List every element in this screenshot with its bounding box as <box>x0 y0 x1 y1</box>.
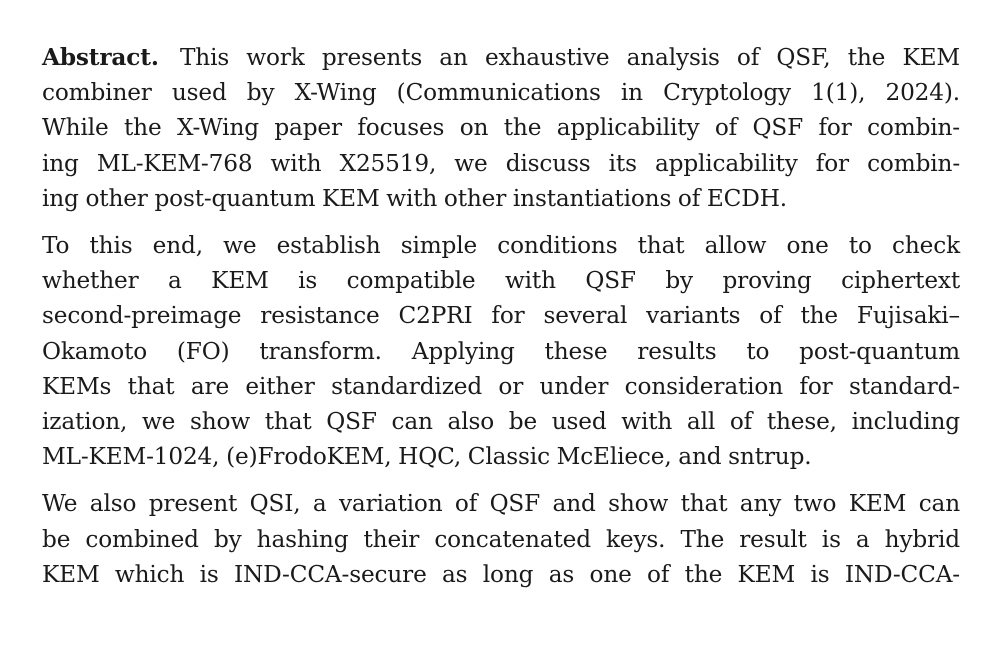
abstract-paragraph-1 <box>42 40 960 216</box>
text-line: KEMs that are either standardized or under consideration for standard- <box>42 372 960 400</box>
text-line: second-preimage resistance C2PRI for several variants of the Fujisaki– <box>42 302 960 330</box>
text-line: be combined by hashing their concatenated keys. The result is a hybrid <box>42 525 960 553</box>
text-line: Abstract. This work presents an exhaustive analysis of QSF, the KEM <box>42 44 960 71</box>
text-line: ization, we show that QSF can also be used with all of these, including <box>42 408 960 436</box>
text-line: whether a KEM is compatible with QSF by proving ciphertext <box>42 267 960 295</box>
text-line: combiner used by X-Wing (Communications in Cryptology 1(1), 2024). <box>42 79 960 107</box>
abstract-heading: Abstract. <box>42 44 159 71</box>
text-line: ing other post-quantum KEM with other instantiations of ECDH. <box>42 184 787 212</box>
text-line: ML-KEM-1024, (e)FrodoKEM, HQC, Classic McEliece, and sntrup. <box>42 443 812 471</box>
text-line: While the X-Wing paper focuses on the applicability of QSF for combin- <box>42 114 960 142</box>
text-line: We also present QSI, a variation of QSF and show that any two KEM can <box>42 490 960 518</box>
text-line: KEM which is IND-CCA-secure as long as one of the KEM is IND-CCA- <box>42 560 960 588</box>
text-line: ing ML-KEM-768 with X25519, we discuss its applicability for combin- <box>42 149 960 177</box>
abstract-paragraph-2 <box>42 228 960 474</box>
text-line: To this end, we establish simple conditions that allow one to check <box>42 232 960 260</box>
abstract-block <box>42 40 960 604</box>
abstract-paragraph-3 <box>42 486 960 592</box>
text-line: Okamoto (FO) transform. Applying these results to post-quantum <box>42 337 960 365</box>
